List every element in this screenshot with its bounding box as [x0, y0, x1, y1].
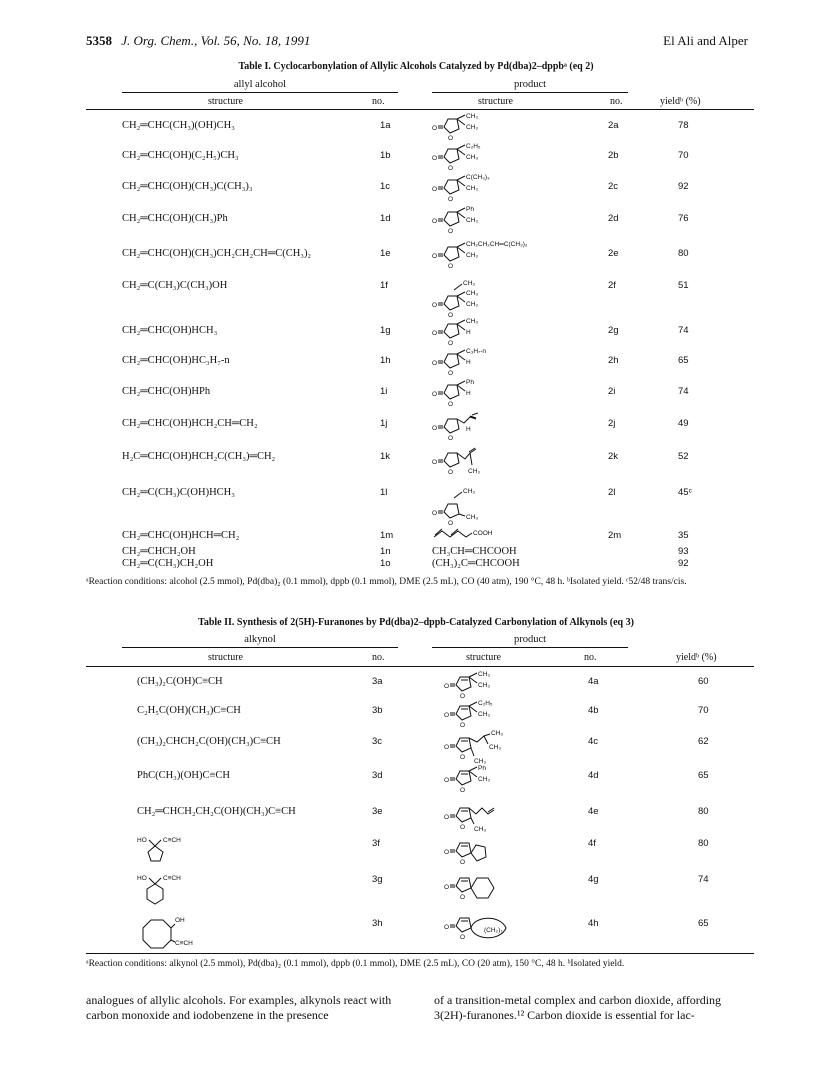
acid-2m-structure [432, 525, 512, 543]
substituent-label: C≡CH [175, 940, 193, 947]
yield-value: 70 [698, 705, 709, 716]
furanone-4h-structure [444, 910, 544, 942]
svg-text:O: O [460, 894, 466, 901]
alcohol-structure: CH₂═CHC(OH)HC₃H₇-n [122, 355, 230, 366]
yield-value: 74 [678, 386, 689, 397]
lactone-2g-structure [432, 318, 512, 347]
substituent-label: CH₃ [466, 301, 479, 308]
product-no: 2i [608, 386, 616, 397]
svg-text:O: O [460, 824, 466, 831]
product-no: 2l [608, 487, 616, 498]
alkynol-3f-structure [137, 834, 217, 870]
table2-bottom-rule [86, 953, 754, 954]
compound-no: 3h [372, 918, 383, 929]
furanone-4b-structure [444, 700, 524, 728]
alcohol-structure: CH₂═C(CH₃)C(CH₃)OH [122, 280, 228, 291]
compound-no: 1d [380, 213, 391, 224]
table2-col-structure: structure [208, 652, 243, 663]
substituent-label: OH [175, 917, 185, 924]
compound-no: 1n [380, 546, 391, 557]
yield-value: 92 [678, 558, 689, 569]
alcohol-structure: CH₂═CHC(OH)HCH₃ [122, 325, 218, 336]
yield-value: 60 [698, 676, 709, 687]
alkynol-structure: (CH₃)₂CHCH₂C(OH)(CH₃)C≡CH [137, 736, 281, 747]
yield-value: 74 [698, 874, 709, 885]
substituent-label: CH₃ [466, 124, 479, 131]
alkynol-structure: CH₂═CHCH₂CH₂C(OH)(CH₃)C≡CH [137, 806, 296, 817]
substituent-label: CH₃ [478, 711, 491, 718]
product-no: 2c [608, 181, 619, 192]
yield-value: 76 [678, 213, 689, 224]
product-no: 2e [608, 248, 619, 259]
alcohol-structure: CH₂═CHC(OH)(CH₃)CH₂CH₂CH═C(CH₃)₂ [122, 248, 312, 259]
table2-col-product-no: no. [584, 652, 597, 663]
alkynol-3h-structure [137, 912, 217, 956]
alcohol-structure: CH₂═C(CH₃)C(OH)HCH₃ [122, 487, 235, 498]
svg-text:O: O [432, 253, 438, 260]
alkynol-3g-structure [137, 872, 217, 912]
lactone-2k-structure [432, 445, 512, 485]
product-no: 2k [608, 451, 619, 462]
yield-value: 65 [678, 355, 689, 366]
svg-text:O: O [444, 777, 450, 784]
yield-value: 35 [678, 530, 689, 541]
svg-text:O: O [448, 370, 454, 377]
product-no: 2a [608, 120, 619, 131]
svg-text:O: O [448, 312, 454, 319]
compound-no: 3e [372, 806, 383, 817]
yield-value: 80 [698, 838, 709, 849]
yield-value: 65 [698, 918, 709, 929]
table2-rule-left [122, 647, 398, 648]
product-no: 2j [608, 418, 616, 429]
table2-header-rule [86, 666, 754, 667]
substituent-label: H [466, 390, 471, 397]
svg-text:O: O [448, 469, 454, 476]
compound-no: 3g [372, 874, 383, 885]
yield-value: 74 [678, 325, 689, 336]
substituent-label: Ph [478, 765, 486, 772]
svg-text:O: O [448, 196, 454, 203]
substituent-label: CH₃ [463, 280, 476, 287]
product-structure: (CH₃)₂C═CHCOOH [432, 558, 520, 569]
product-no: 4b [588, 705, 599, 716]
compound-no: 1f [380, 280, 388, 291]
svg-text:O: O [460, 754, 466, 761]
table1-col-product-structure: structure [478, 96, 513, 107]
product-no: 2h [608, 355, 619, 366]
lactone-2e-structure [432, 241, 562, 271]
substituent-label: CH₃ [466, 154, 479, 161]
table1-rule-left [122, 92, 398, 93]
substituent-label: CH₃ [474, 826, 487, 833]
running-header [86, 33, 310, 49]
svg-text:O: O [444, 849, 450, 856]
compound-no: 1l [380, 487, 388, 498]
furanone-4c-structure [444, 730, 534, 766]
svg-text:O: O [432, 218, 438, 225]
svg-text:O: O [432, 330, 438, 337]
substituent-label: CH₃ [466, 290, 479, 297]
table2-group-product: product [513, 634, 547, 645]
lactone-2c-structure [432, 174, 512, 203]
substituent-label: C₂H₅ [466, 143, 481, 150]
substituent-label: HO [137, 875, 147, 882]
table1-col-yield: yieldᵇ (%) [660, 96, 701, 107]
substituent-label: CH₃ [478, 776, 491, 783]
svg-text:O: O [432, 302, 438, 309]
svg-text:O: O [460, 693, 466, 700]
substituent-label: CH₂CH₂CH═C(CH₃)₂ [466, 241, 528, 248]
substituent-label: C≡CH [163, 837, 181, 844]
journal-citation: J. Org. Chem., Vol. 56, No. 18, 1991 [121, 33, 311, 48]
product-no: 4h [588, 918, 599, 929]
substituent-label: C₃H₇-n [466, 348, 487, 355]
alcohol-structure: CH₂═CHC(OH)HCH₂CH═CH₂ [122, 418, 258, 429]
alcohol-structure: CH₂═CHC(OH)(C₂H₅)CH₃ [122, 150, 239, 161]
furanone-4e-structure [444, 800, 534, 834]
compound-no: 1a [380, 120, 391, 131]
table1-caption: Table I. Cyclocarbonylation of Allylic Alcohols Catalyzed by Pd(dba)2–dppbᵃ (eq 2) [238, 61, 594, 72]
table1-rule-right [432, 92, 628, 93]
compound-no: 3a [372, 676, 383, 687]
product-no: 4e [588, 806, 599, 817]
alcohol-structure: CH₂═CHC(OH)(CH₃)C(CH₃)₃ [122, 181, 253, 192]
yield-value: 52 [678, 451, 689, 462]
svg-text:O: O [444, 744, 450, 751]
product-no: 2f [608, 280, 616, 291]
yield-value: 70 [678, 150, 689, 161]
lactone-2d-structure [432, 206, 512, 235]
compound-no: 1j [380, 418, 388, 429]
yield-value: 49 [678, 418, 689, 429]
substituent-label: CH₃ [466, 217, 479, 224]
yield-value: 93 [678, 546, 689, 557]
svg-text:O: O [448, 435, 454, 442]
lactone-2h-structure [432, 348, 512, 377]
substituent-label: Ph [466, 379, 474, 386]
substituent-label: Ph [466, 206, 474, 213]
substituent-label: H [466, 359, 471, 366]
yield-value: 45ᶜ [678, 487, 692, 498]
table2-group-alkynol: alkynol [244, 634, 276, 645]
svg-text:O: O [432, 425, 438, 432]
svg-text:O: O [432, 125, 438, 132]
alkynol-structure: PhC(CH₃)(OH)C≡CH [137, 770, 231, 781]
substituent-label: CH₃ [491, 730, 504, 737]
substituent-label: CH₃ [474, 758, 487, 765]
yield-value: 78 [678, 120, 689, 131]
substituent-label: C≡CH [163, 875, 181, 882]
svg-text:O: O [448, 520, 454, 527]
alkynol-structure: C₂H₅C(OH)(CH₃)C≡CH [137, 705, 241, 716]
product-no: 4c [588, 736, 599, 747]
compound-no: 3f [372, 838, 380, 849]
svg-text:O: O [432, 510, 438, 517]
alcohol-structure: CH₂═CHC(CH₃)(OH)CH₃ [122, 120, 235, 131]
yield-value: 80 [698, 806, 709, 817]
alcohol-structure: H₂C═CHC(OH)HCH₂C(CH₃)═CH₂ [122, 451, 276, 462]
table1-footnote: ᵃReaction conditions: alcohol (2.5 mmol), Pd(dba)₂ (0.1 mmol), dppb (0.1 mmol), DME (2.5 mL), CO (40 atm), 190 °C, 48 h. ᵇIsolated yield. ᶜ52/48 trans/cis. [86, 577, 687, 587]
substituent-label: HO [137, 837, 147, 844]
furanone-4a-structure [444, 671, 524, 699]
substituent-label: C(CH₃)₃ [466, 174, 490, 181]
yield-value: 92 [678, 181, 689, 192]
svg-text:O: O [460, 859, 466, 866]
body-text-right-column: of a transition-metal complex and carbon dioxide, affording 3(2H)-furanones.¹² Carbon dioxide is essential for lac- [434, 993, 722, 1022]
product-no: 2g [608, 325, 619, 336]
lactone-2j-structure [432, 411, 512, 441]
yield-value: 65 [698, 770, 709, 781]
compound-no: 1k [380, 451, 391, 462]
alcohol-structure: CH₂═CHCH₂OH [122, 546, 196, 557]
svg-text:O: O [460, 787, 466, 794]
product-no: 2d [608, 213, 619, 224]
svg-text:O: O [448, 340, 454, 347]
yield-value: 80 [678, 248, 689, 259]
table2-col-product-structure: structure [466, 652, 501, 663]
substituent-label: H [466, 329, 471, 336]
table1-col-product-no: no. [610, 96, 623, 107]
substituent-label: COOH [473, 530, 493, 537]
product-no: 4f [588, 838, 596, 849]
substituent-label: CH₃ [466, 514, 479, 521]
product-no: 2m [608, 530, 622, 541]
alcohol-structure: CH₂═CHC(OH)HCH═CH₂ [122, 530, 240, 541]
svg-text:O: O [432, 186, 438, 193]
table2-caption: Table II. Synthesis of 2(5H)-Furanones by Pd(dba)2–dppb-Catalyzed Carbonylation of Alkynols (eq 3) [198, 617, 634, 628]
svg-text:O: O [460, 722, 466, 729]
alcohol-structure: CH₂═CHC(OH)(CH₃)Ph [122, 213, 228, 224]
table2-col-no: no. [372, 652, 385, 663]
product-no: 4g [588, 874, 599, 885]
svg-text:O: O [444, 814, 450, 821]
svg-text:O: O [448, 135, 454, 142]
authors: El Ali and Alper [663, 33, 748, 48]
table2-rule-right [432, 647, 628, 648]
page-number: 5358 [86, 33, 112, 48]
substituent-label: C₂H₅ [478, 700, 493, 707]
yield-value: 51 [678, 280, 689, 291]
svg-text:O: O [432, 155, 438, 162]
compound-no: 1b [380, 150, 391, 161]
product-no: 2b [608, 150, 619, 161]
table2-col-yield: yieldᵇ (%) [676, 652, 717, 663]
furanone-4f-structure [444, 835, 524, 865]
alkynol-structure: (CH₃)₂C(OH)C≡CH [137, 676, 223, 687]
svg-text:O: O [444, 683, 450, 690]
substituent-label: CH₃ [466, 185, 479, 192]
table1-group-allyl-alcohol: allyl alcohol [233, 79, 287, 90]
lactone-2b-structure [432, 143, 512, 172]
body-text-left-column: analogues of allylic alcohols. For examples, alkynols react with carbon monoxide and iodobenzene in the presence [86, 993, 392, 1022]
svg-text:O: O [448, 401, 454, 408]
svg-text:O: O [444, 712, 450, 719]
lactone-2f-structure [432, 276, 512, 319]
compound-no: 1h [380, 355, 391, 366]
compound-no: 1i [380, 386, 388, 397]
svg-text:O: O [444, 884, 450, 891]
compound-no: 3d [372, 770, 383, 781]
svg-text:O: O [432, 459, 438, 466]
furanone-4d-structure [444, 765, 524, 793]
svg-text:O: O [444, 924, 450, 931]
table1-col-structure: structure [208, 96, 243, 107]
svg-text:O: O [448, 165, 454, 172]
compound-no: 1c [380, 181, 391, 192]
svg-text:O: O [432, 360, 438, 367]
compound-no: 1g [380, 325, 391, 336]
substituent-label: CH₃ [478, 671, 491, 678]
substituent-label: CH₃ [466, 113, 479, 120]
compound-no: 1e [380, 248, 391, 259]
substituent-label: CH₃ [466, 252, 479, 259]
substituent-label: CH₃ [468, 468, 481, 475]
table2-footnote: ᵃReaction conditions: alkynol (2.5 mmol), Pd(dba)₂ (0.1 mmol), dppb (0.1 mmol), DME (2.5 mL), CO (20 atm), 150 °C, 48 h. ᵇIsolated yield. [86, 959, 625, 969]
svg-text:O: O [460, 934, 466, 941]
substituent-label: H [466, 426, 471, 433]
lactone-2a-structure [432, 113, 512, 142]
product-no: 4d [588, 770, 599, 781]
svg-text:O: O [448, 228, 454, 235]
substituent-label: CH₃ [466, 318, 479, 325]
substituent-label: CH₃ [463, 488, 476, 495]
compound-no: 3c [372, 736, 383, 747]
table1-col-no: no. [372, 96, 385, 107]
svg-text:O: O [448, 263, 454, 270]
furanone-4g-structure [444, 870, 524, 902]
compound-no: 1m [380, 530, 394, 541]
compound-no: 1o [380, 558, 391, 569]
table1-group-product: product [513, 79, 547, 90]
alcohol-structure: CH₂═C(CH₃)CH₂OH [122, 558, 214, 569]
alcohol-structure: CH₂═CHC(OH)HPh [122, 386, 211, 397]
substituent-label: (CH₂)₇ [484, 927, 503, 934]
lactone-2i-structure [432, 379, 512, 408]
svg-text:O: O [432, 391, 438, 398]
compound-no: 3b [372, 705, 383, 716]
table1-header-rule [86, 109, 754, 110]
substituent-label: CH₃ [489, 744, 502, 751]
substituent-label: CH₃ [478, 682, 491, 689]
product-no: 4a [588, 676, 599, 687]
product-structure: CH₃CH═CHCOOH [432, 546, 517, 557]
yield-value: 62 [698, 736, 709, 747]
lactone-2l-structure [432, 484, 512, 526]
